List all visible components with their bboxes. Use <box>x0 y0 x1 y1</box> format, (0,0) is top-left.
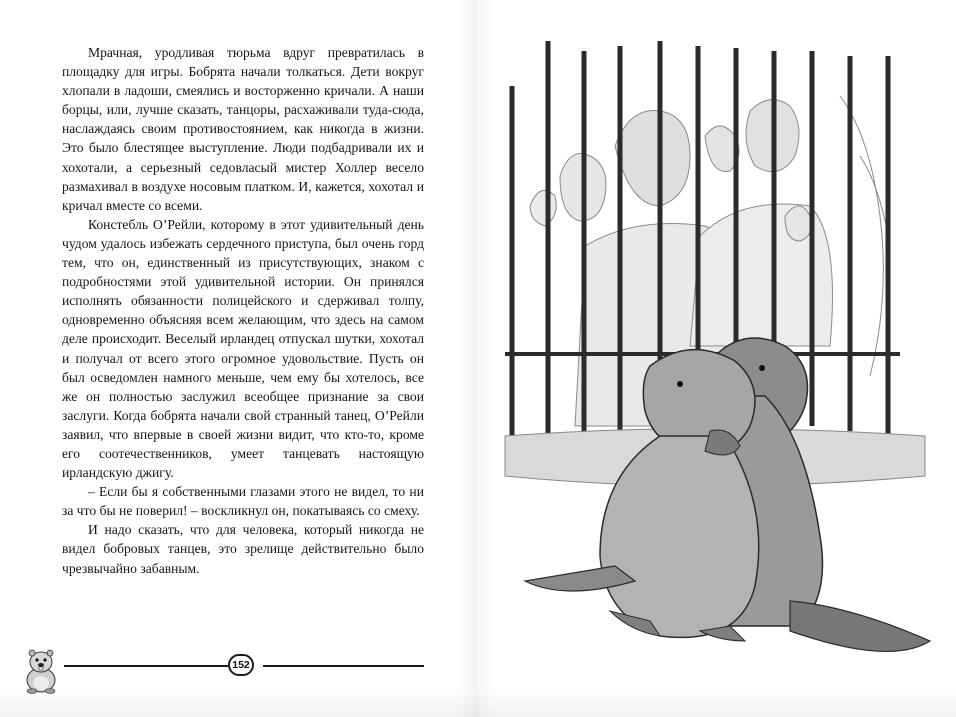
text-column <box>62 43 424 578</box>
footer-rule-left <box>64 665 228 667</box>
paragraph-1: Мрачная, уродливая тюрьма вдруг превратилась в площадку для игры. Бобрята начали толкаться. Дети вокруг хлопали в ладоши, смеялись и восторженно кричали. А наши борцы, или, лучше сказать, танцоры, расхаживали туда-сюда, наслаждаясь своим противостоянием, как никогда в жизни. Это было блестящее выступление. Люди подбадривали их и хохотали, а серьезный седовласый мистер Холлер весело размахивал в воздухе носовым платком. И, кажется, хохотал и кричал вместе со всеми. <box>62 45 424 213</box>
beaver-mascot-icon <box>20 640 62 694</box>
page-bottom-shadow <box>0 690 956 717</box>
paragraph-4: И надо сказать, что для человека, который никогда не видел бобровых танцев, это зрелище действительно было чрезвычайно забавным. <box>62 522 424 576</box>
footer-rule-right <box>263 665 424 667</box>
paragraph-3: – Если бы я собственными глазами этого не видел, то ни за что бы не поверил! – воскликнул он, покатываясь со смеху. <box>62 484 424 519</box>
paragraph-2: Констебль О’Рейли, которому в этот удивительный день чудом удалось избежать сердечного приступа, был очень горд тем, что он, единственный из присутствующих, знаком с подробностями этой удивительной истории. Он принялся исполнять обязанности полицейского и сдерживал толпу, одновременно объясняя всем желающим, что здесь на самом деле происходит. Веселый ирландец отпускал шутки, хохотал и получал от всего этого огромное удовольствие. Пусть он был осведомлен намного меньше, чем ему бы хотелось, все же он полностью заслужил всеобщее признание за свои заслуги. Когда бобрята начали свой странный танец, О’Рейли заявил, что впервые в своей жизни видит, что кто-то, кроме его соотечественников, умеет танцевать настоящую ирландскую джигу. <box>62 216 424 481</box>
beavers-cage-illustration <box>500 36 940 676</box>
book-gutter <box>455 0 495 717</box>
page-number: 152 <box>228 654 254 676</box>
